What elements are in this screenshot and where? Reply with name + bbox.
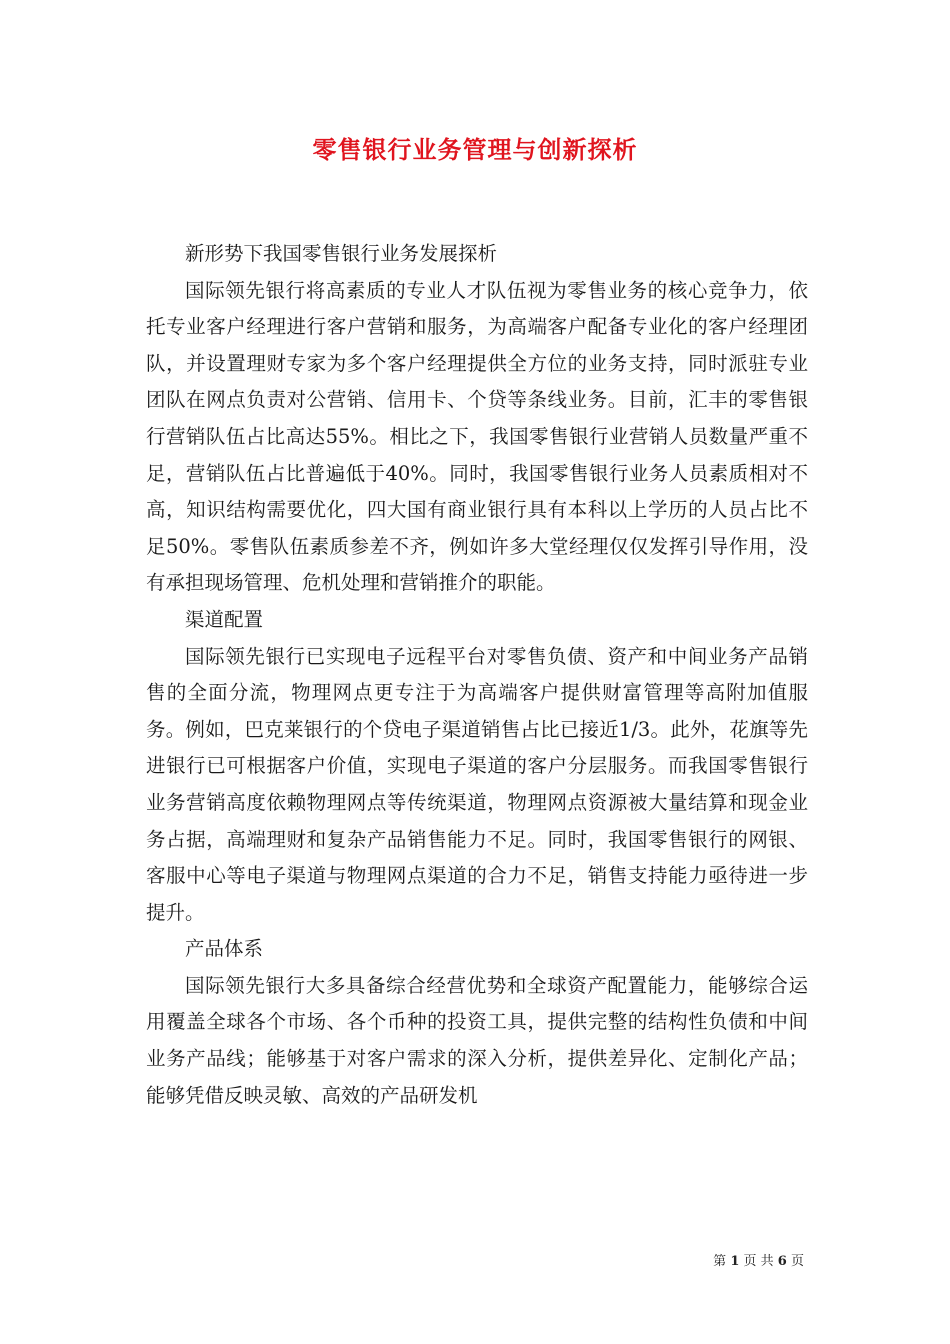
section-heading: 产品体系 — [185, 937, 264, 961]
paragraph: 国际领先银行大多具备综合经营优势和全球资产配置能力，能够综合运用覆盖全球各个市场、各个币种的投资工具，提供完整的结构性负债和中间业务产品线；能够基于对客户需求的深入分析，提供差异化、定制化产品；能够凭借反映灵敏、高效的产品研发机 — [146, 973, 808, 1107]
section-heading: 渠道配置 — [185, 607, 264, 631]
page-footer — [713, 1250, 804, 1269]
footer-middle: 页 共 — [743, 1254, 774, 1269]
footer-prefix: 第 — [713, 1254, 727, 1269]
footer-current-page: 1 — [730, 1254, 740, 1269]
document-body — [146, 236, 808, 1114]
footer-suffix: 页 — [790, 1254, 804, 1269]
paragraph: 国际领先银行已实现电子远程平台对零售负债、资产和中间业务产品销售的全面分流，物理网点更专注于为高端客户提供财富管理等高附加值服务。例如，巴克莱银行的个贷电子渠道销售占比已接近1/3。此外，花旗等先进银行已可根据客户价值，实现电子渠道的客户分层服务。而我国零售银行业务营销高度依赖物理网点等传统渠道，物理网点资源被大量结算和现金业务占据，高端理财和复杂产品销售能力不足。同时，我国零售银行的网银、客服中心等电子渠道与物理网点渠道的合力不足，销售支持能力亟待进一步提升。 — [146, 644, 808, 924]
section-heading: 新形势下我国零售银行业务发展探析 — [185, 242, 498, 265]
footer-total-pages: 6 — [777, 1254, 787, 1269]
paragraph: 国际领先银行将高素质的专业人才队伍视为零售业务的核心竞争力，依托专业客户经理进行客户营销和服务，为高端客户配备专业化的客户经理团队，并设置理财专家为多个客户经理提供全方位的业务支持，同时派驻专业团队在网点负责对公营销、信用卡、个贷等条线业务。目前，汇丰的零售银行营销队伍占比高达55%。相比之下，我国零售银行业营销人员数量严重不足，营销队伍占比普遍低于40%。同时，我国零售银行业务人员素质相对不高，知识结构需要优化，四大国有商业银行具有本科以上学历的人员占比不足50%。零售队伍素质参差不齐，例如许多大堂经理仅仅发挥引导作用，没有承担现场管理、危机处理和营销推介的职能。 — [146, 278, 808, 595]
document-title: 零售银行业务管理与创新探析 — [312, 135, 638, 164]
